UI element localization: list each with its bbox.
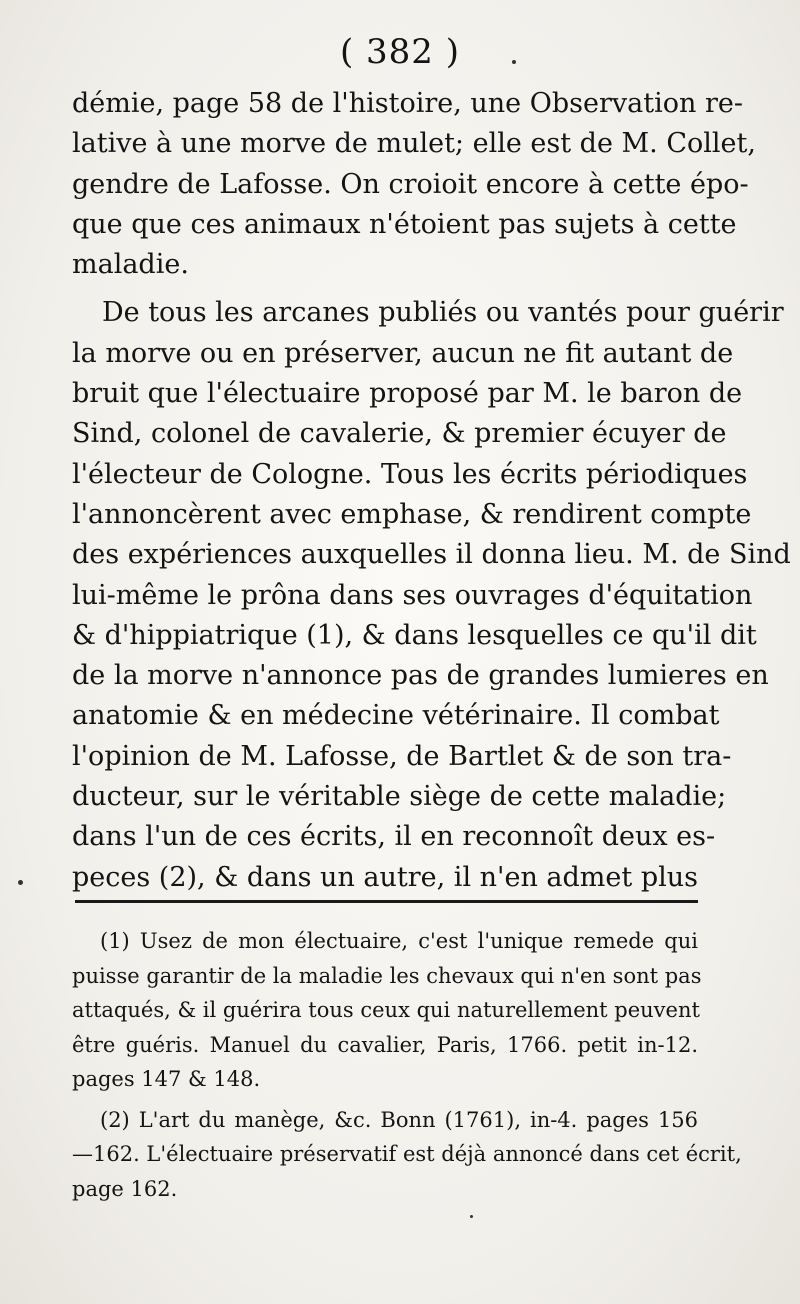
footnote-2 [72, 1103, 742, 1207]
footnote-line: (2) L'art du manège, &c. Bonn (1761), in-4. pages 156 [100, 1107, 698, 1132]
text-line: l'annoncèrent avec emphase, & rendirent compte [72, 498, 752, 530]
footnote-line: puisse garantir de la maladie les chevaux qui n'en sont pas [72, 963, 702, 988]
footnote-line: —162. L'électuaire préservatif est déjà annoncé dans cet écrit, [72, 1142, 742, 1166]
text-line: De tous les arcanes publiés ou vantés pour guérir [102, 297, 784, 329]
footnotes [72, 924, 742, 1206]
text-line: que que ces animaux n'étoient pas sujets à cette [72, 208, 737, 240]
ink-speck [18, 880, 23, 885]
footnote-line: pages 147 & 148. [72, 1067, 261, 1091]
paragraph-1 [72, 84, 756, 285]
text-line: lui-même le prôna dans ses ouvrages d'équitation [72, 579, 753, 611]
text-line: de la morve n'annonce pas de grandes lumieres en [72, 660, 769, 692]
ink-speck [470, 1215, 473, 1218]
text-line: anatomie & en médecine vétérinaire. Il combat [72, 700, 720, 732]
text-line: peces (2), & dans un autre, il n'en admet plus [72, 861, 698, 893]
footnote-line: être guéris. Manuel du cavalier, Paris, 1766. petit in-12. [72, 1032, 698, 1057]
text-line: ducteur, sur le véritable siège de cette maladie; [72, 781, 727, 813]
footnote-line: attaqués, & il guérira tous ceux qui naturellement peuvent [72, 998, 700, 1022]
text-line: & d'hippiatrique (1), & dans lesquelles ce qu'il dit [72, 619, 757, 651]
text-line: bruit que l'électuaire proposé par M. le baron de [72, 378, 743, 410]
text-line: lative à une morve de mulet; elle est de M. Collet, [72, 128, 756, 160]
text-line: dans l'un de ces écrits, il en reconnoît deux es- [72, 821, 716, 853]
ink-speck [512, 60, 516, 64]
text-line: maladie. [72, 249, 189, 281]
paragraph-2 [72, 293, 791, 897]
text-line: gendre de Lafosse. On croioit encore à cette épo- [72, 168, 749, 200]
main-text [72, 84, 791, 898]
page-number: ( 382 ) [339, 32, 461, 72]
text-line: la morve ou en préserver, aucun ne fit autant de [72, 337, 734, 369]
text-line: Sind, colonel de cavalerie, & premier écuyer de [72, 418, 727, 450]
text-line: démie, page 58 de l'histoire, une Observation re- [72, 88, 743, 119]
footnote-line: page 162. [72, 1176, 178, 1201]
footnote-1 [72, 924, 702, 1097]
text-line: l'électeur de Cologne. Tous les écrits périodiques [72, 458, 748, 490]
footnote-divider [75, 900, 698, 903]
footnote-line: (1) Usez de mon électuaire, c'est l'unique remede qui [100, 929, 698, 953]
text-line: des expériences auxquelles il donna lieu. M. de Sind [72, 539, 791, 571]
text-line: l'opinion de M. Lafosse, de Bartlet & de son tra- [72, 740, 732, 772]
